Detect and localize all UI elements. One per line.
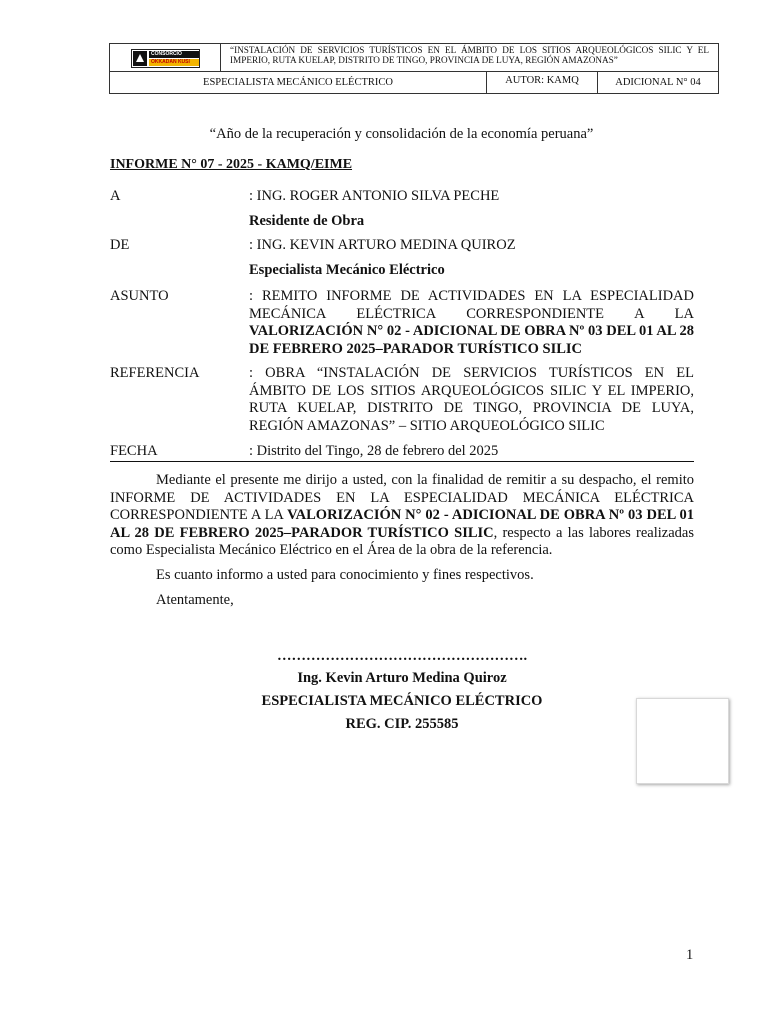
field-a-role: Residente de Obra [249,213,365,229]
asunto-bold-text: VALORIZACIÓN N° 02 - ADICIONAL DE OBRA Nº 03 DEL 01 AL 28 DE FEBRERO 2025–PARADOR TURÍSTICO SILIC [249,323,694,357]
field-de-value: : ING. KEVIN ARTURO MEDINA QUIROZ [249,237,516,253]
logo-mark-icon [133,51,147,66]
header-row-1 [110,44,718,72]
field-referencia-value: : OBRA “INSTALACIÓN DE SERVICIOS TURÍSTICOS EN EL ÁMBITO DE LOS SITIOS ARQUEOLÓGICOS SILIC Y EL IMPERIO, RUTA KUELAP, DISTRITO DE TINGO, PROVINCIA DE LUYA, REGIÓN AMAZONAS” – SITIO ARQUEOLÓGICO SILIC [249,365,694,434]
body-paragraph-2: Es cuanto informo a usted para conocimiento y fines respectivos. [156,567,534,583]
header-row-2 [110,72,718,94]
field-asunto-label: ASUNTO [110,288,169,304]
signature-registration: REG. CIP. 255585 [345,716,459,732]
body-closing: Atentamente, [156,592,234,608]
project-title: “INSTALACIÓN DE SERVICIOS TURÍSTICOS EN EL ÁMBITO DE LOS SITIOS ARQUEOLÓGICOS SILIC Y EL IMPERIO, RUTA KUELAP, DISTRITO DE TINGO, PROVINCIA DE LUYA, REGIÓN AMAZONAS” [230,45,709,65]
asunto-plain-text: : REMITO INFORME DE ACTIVIDADES EN LA ESPECIALIDAD MECÁNICA ELÉCTRICA CORRESPONDIENTE A LA [249,288,694,322]
section-divider [110,461,694,462]
signature-line: ……………………………………………. [276,648,528,664]
logo-line-2: OKKADAN KUSI [149,59,199,66]
signature-name: Ing. Kevin Arturo Medina Quiroz [297,670,507,686]
consortium-logo [131,49,200,68]
stamp-box [636,698,729,784]
field-asunto-value [249,288,694,358]
header-author: AUTOR: KAMQ [487,72,598,94]
signature-title: ESPECIALISTA MECÁNICO ELÉCTRICO [261,693,543,709]
header-specialty: ESPECIALISTA MECÁNICO ELÉCTRICO [110,72,487,94]
field-fecha-value: : Distrito del Tingo, 28 de febrero del 2025 [249,443,499,459]
body-p1-end: , respecto a las labores realizadas como Especialista Mecánico Eléctrico en el Área de la obra de la referencia. [110,524,694,558]
field-de-role: Especialista Mecánico Eléctrico [249,262,445,278]
logo-line-1: CONSORCIO [149,51,199,58]
body-paragraph-1 [110,472,694,560]
logo-cell [110,44,221,72]
year-motto: “Año de la recuperación y consolidación de la economía peruana” [209,126,594,142]
report-title: INFORME N° 07 - 2025 - KAMQ/EIME [110,157,353,172]
body-p1-bold: VALORIZACIÓN N° 02 - ADICIONAL DE OBRA Nº 03 DEL 01 AL 28 DE FEBRERO 2025–PARADOR TURÍSTICO SILIC [110,507,694,541]
header-additional: ADICIONAL N° 04 [615,77,701,88]
field-referencia-label: REFERENCIA [110,365,200,381]
field-a-value: : ING. ROGER ANTONIO SILVA PECHE [249,188,500,204]
header-table [109,43,719,94]
page-number: 1 [686,947,694,963]
field-a-label: A [110,188,121,204]
field-de-label: DE [110,237,130,253]
field-fecha-label: FECHA [110,443,158,459]
body-p1-start: Mediante el presente me dirijo a usted, con la finalidad de remitir a su despacho, el remito INFORME DE ACTIVIDADES EN LA ESPECIALIDAD MECÁNICA ELÉCTRICA CORRESPONDIENTE A LA [110,472,694,523]
